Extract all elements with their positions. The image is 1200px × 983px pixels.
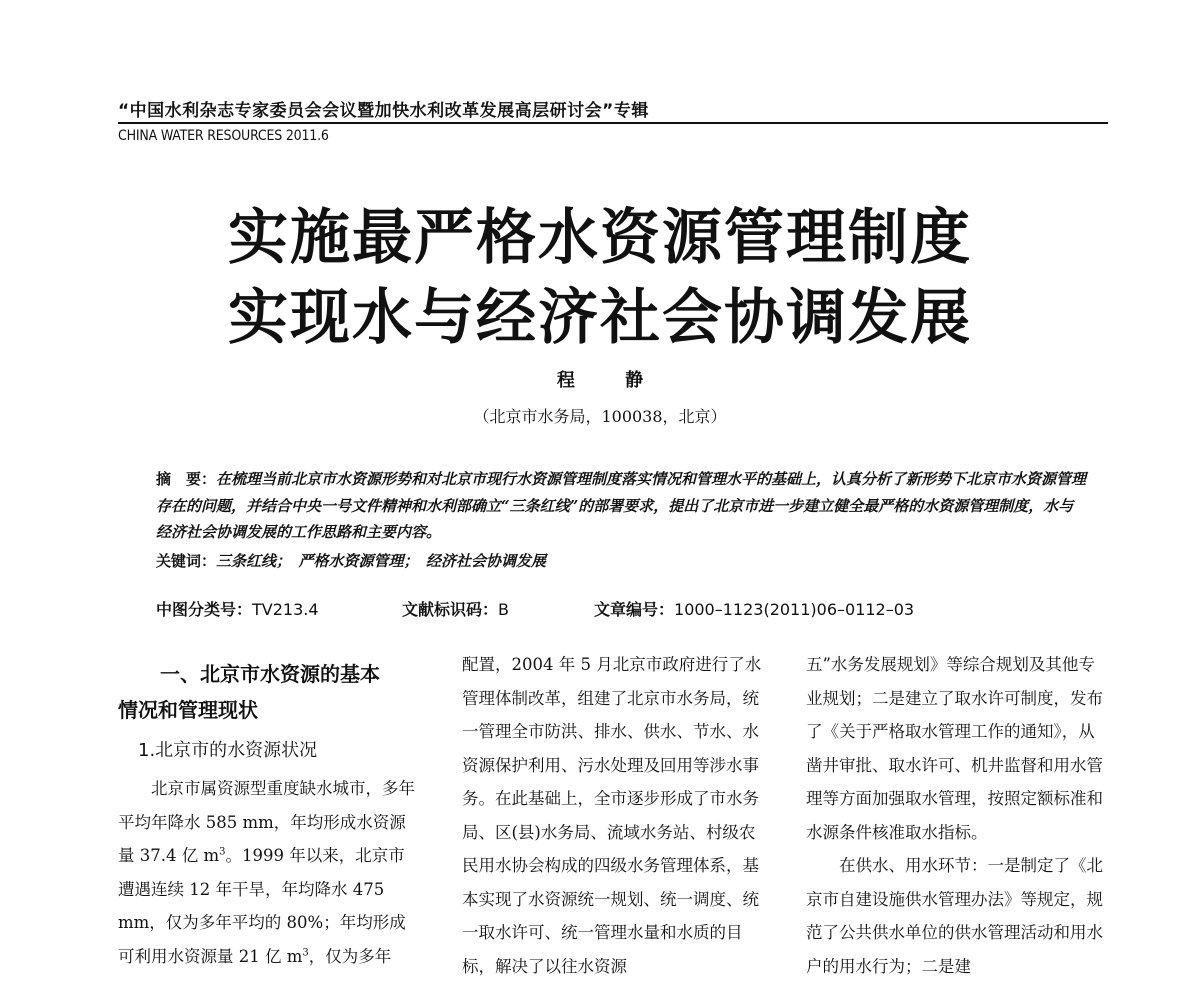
clc-label: 中图分类号： [156, 600, 253, 619]
section-1-heading-line-1: 一、北京市水资源的基本 [160, 662, 380, 686]
section-1-heading-line-2: 情况和管理现状 [118, 698, 258, 722]
keywords-text: 三条红线； 严格水资源管理； 经济社会协调发展 [216, 551, 547, 570]
column-1-paragraph [118, 772, 418, 973]
keywords [156, 548, 1088, 575]
abstract-label: 摘 要： [156, 470, 217, 488]
affiliation: （北京市水务局，100038，北京） [473, 407, 727, 426]
title-line-2: 实现水与经济社会协调发展 [228, 283, 972, 353]
column-3-paragraph-1: 五”水务发展规划》等综合规划及其他专业规划；二是建立了取水许可制度，发布了《关于严格取水管理工作的通知》，从凿井审批、取水许可、机井监督和用水管理等方面加强取水管理，按照定额标准和水源条件核准取水指标。 [806, 655, 1103, 842]
column-3 [806, 648, 1106, 983]
article-number-label: 文章编号： [594, 600, 675, 619]
clc-number [156, 597, 319, 620]
document-code-label: 文献标识码： [402, 600, 499, 619]
abstract [156, 466, 1088, 546]
article-number [594, 597, 914, 620]
abstract-text: 在梳理当前北京市水资源形势和对北京市现行水资源管理制度落实情况和管理水平的基础上，认真分析了新形势下北京市水资源管理存在的问题，并结合中央一号文件精神和水利部确立“三条红线”的部署要求，提出了北京市进一步建立健全最严格的水资源管理制度，水与经济社会协调发展的工作思路和主要内容。 [156, 470, 1087, 541]
column-1-text-a: 北京市属资源型重度缺水城市，多年平均年降水 585 mm，年均形成水资源量 37.4 亿 m [118, 779, 415, 865]
keywords-label: 关键词： [156, 551, 217, 570]
column-2 [462, 648, 762, 983]
special-issue-header: “中国水利杂志专家委员会会议暨加快水利改革发展高层研讨会”专辑 [118, 101, 649, 121]
column-1 [118, 656, 418, 973]
document-code-value: B [498, 600, 509, 619]
superscript-3: 3 [219, 846, 226, 858]
abstract-block [156, 466, 1088, 574]
subheading-1: 1.北京市的水资源状况 [138, 740, 318, 761]
column-3-paragraph-2: 在供水、用水环节：一是制定了《北京市自建设施供水管理办法》等规定，规范了公共供水单位的供水管理活动和用水户的用水行为；二是建 [806, 856, 1103, 976]
column-1-text-b: 。1999 年以来，北京市遭遇连续 12 年干旱，年均降水 475 mm，仅为多年平均的 80%；年均形成可利用水资源量 21 亿 m [118, 846, 406, 966]
header-rule [118, 122, 1108, 124]
title-line-1: 实施最严格水资源管理制度 [228, 203, 972, 273]
document-code [402, 597, 509, 620]
journal-info: CHINA WATER RESOURCES 2011.6 [118, 128, 329, 144]
article-title [0, 198, 1200, 358]
superscript-3b: 3 [302, 947, 309, 958]
author: 程 静 [556, 370, 666, 391]
column-2-text: 配置，2004 年 5 月北京市政府进行了水管理体制改革，组建了北京市水务局，统一管理全市防洪、排水、供水、节水、水资源保护利用、污水处理及回用等涉水事务。在此基础上，全市逐步形成了市水务局、区(县)水务局、流域水务站、村级农民用水协会构成的四级水务管理体系，基本实现了水资源统一规划、统一调度、统一取水许可、统一管理水量和水质的目标，解决了以往水资源 [462, 655, 762, 976]
clc-value: TV213.4 [252, 600, 319, 619]
column-1-text-c: ，仅为多年 [308, 946, 392, 966]
article-number-value: 1000–1123(2011)06–0112–03 [674, 600, 915, 619]
